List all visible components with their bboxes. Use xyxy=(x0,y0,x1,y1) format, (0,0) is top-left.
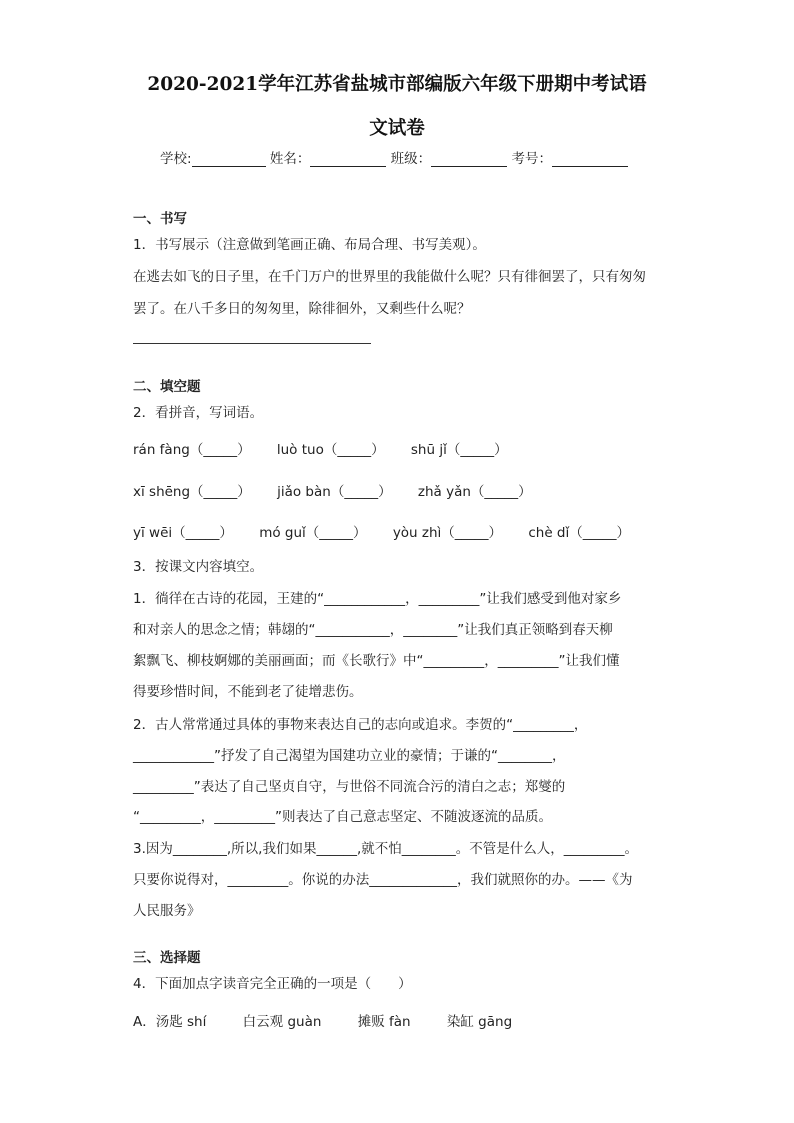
school-label: 学校: xyxy=(160,151,192,167)
option-word: 白云观 guàn xyxy=(242,1014,322,1030)
number-label: 考号： xyxy=(511,151,552,167)
section-heading-choice: 三、选择题 xyxy=(133,950,201,966)
option-word: 染缸 gāng xyxy=(446,1014,513,1030)
pinyin-item[interactable]: chè dǐ（_____） xyxy=(528,525,631,541)
class-blank[interactable] xyxy=(431,152,507,167)
pinyin-item[interactable]: yī wēi（_____） xyxy=(133,525,233,541)
pinyin-row-1 xyxy=(133,438,530,458)
q1-answer-line[interactable] xyxy=(133,343,371,344)
exam-title-line1: 2020-2021学年江苏省盐城市部编版六年级下册期中考试语 xyxy=(147,74,647,95)
q3-line: 得要珍惜时间，不能到老了徒增悲伤。 xyxy=(133,684,363,700)
number-blank[interactable] xyxy=(552,152,628,167)
school-blank[interactable] xyxy=(192,152,266,167)
pinyin-item[interactable]: jiǎo bàn（_____） xyxy=(277,484,392,500)
q1-passage-line1: 在逃去如飞的日子里，在千门万户的世界里的我能做什么呢？只有徘徊罢了，只有匆匆 xyxy=(133,269,646,285)
pinyin-item[interactable]: rán fàng（_____） xyxy=(133,442,251,458)
q3-line[interactable]: _________”表达了自己坚贞自守，与世俗不同流合污的清白之志；郑燮的 xyxy=(133,779,566,795)
pinyin-row-2 xyxy=(133,480,554,500)
q1-stem: 1．书写展示（注意做到笔画正确、布局合理、书写美观）。 xyxy=(133,237,486,253)
name-blank[interactable] xyxy=(310,152,386,167)
name-label: 姓名： xyxy=(269,151,311,167)
class-label: 班级： xyxy=(390,151,432,167)
q4-stem: 4．下面加点字读音完全正确的一项是（ ） xyxy=(133,976,412,992)
pinyin-item[interactable]: luò tuo（_____） xyxy=(276,442,385,458)
q3-line[interactable]: 3.因为________,所以,我们如果______,就不怕________。不管是什么人，_________。 xyxy=(133,841,639,857)
q4-option-a[interactable] xyxy=(133,1010,544,1030)
q3-line[interactable]: 和对亲人的思念之情；韩翃的“___________，________”让我们真正领略到春天柳 xyxy=(133,622,613,638)
q3-line[interactable]: 絮飘飞、柳枝婀娜的美丽画面；而《长歌行》中“_________，_________”让我们懂 xyxy=(133,653,620,669)
q3-line: 人民服务》 xyxy=(133,903,201,919)
pinyin-item[interactable]: shū jǐ（_____） xyxy=(410,442,508,458)
q3-line[interactable]: ____________”抒发了自己渴望为国建功立业的豪情；于谦的“________， xyxy=(133,748,566,764)
q3-line[interactable]: “_________，_________”则表达了自己意志坚定、不随波逐流的品质。 xyxy=(133,809,552,825)
exam-title-line2: 文试卷 xyxy=(369,118,425,139)
q3-line[interactable]: 1．徜徉在古诗的花园，王建的“____________，_________”让我们感受到他对家乡 xyxy=(133,591,622,607)
q3-stem: 3．按课文内容填空。 xyxy=(133,559,264,575)
pinyin-item[interactable]: xī shēng（_____） xyxy=(133,484,251,500)
q1-passage-line2: 罢了。在八千多日的匆匆里，除徘徊外，又剩些什么呢？ xyxy=(133,301,471,317)
pinyin-item[interactable]: zhǎ yǎn（_____） xyxy=(417,484,532,500)
student-info-row xyxy=(160,147,628,167)
pinyin-item[interactable]: yòu zhì（_____） xyxy=(392,525,503,541)
pinyin-row-3 xyxy=(133,521,652,541)
q3-line[interactable]: 2．古人常常通过具体的事物来表达自己的志向或追求。李贺的“_________， xyxy=(133,717,588,733)
option-word: 摊贩 fàn xyxy=(357,1014,411,1030)
pinyin-item[interactable]: mó guǐ（_____） xyxy=(259,525,367,541)
section-heading-writing: 一、书写 xyxy=(133,211,187,227)
q2-stem: 2．看拼音，写词语。 xyxy=(133,405,264,421)
q3-line[interactable]: 只要你说得对，_________。你说的办法_____________，我们就照你的办。——《为 xyxy=(133,872,633,888)
section-heading-fill: 二、填空题 xyxy=(133,379,201,395)
option-word: A．汤匙 shí xyxy=(133,1014,207,1030)
